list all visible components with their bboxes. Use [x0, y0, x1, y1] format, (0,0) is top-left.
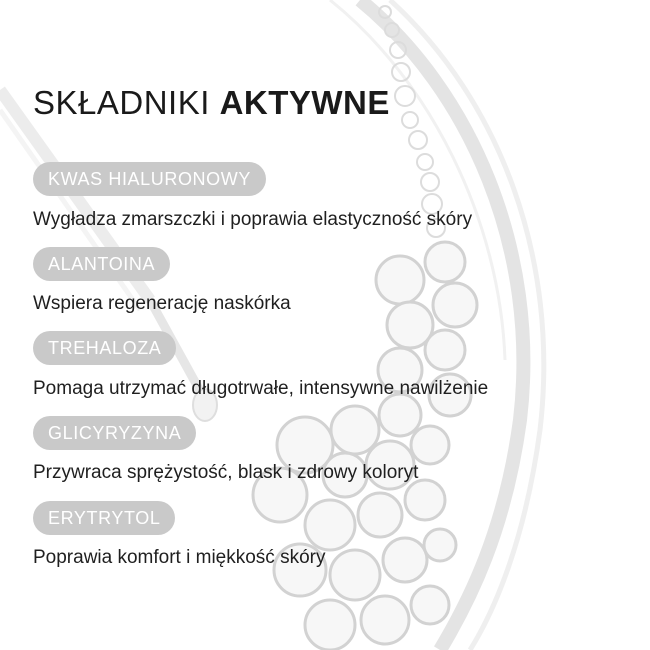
title-light: SKŁADNIKI — [33, 84, 210, 121]
title-bold: AKTYWNE — [219, 84, 390, 121]
ingredient-description: Pomaga utrzymać długotrwałe, intensywne nawilżenie — [33, 378, 489, 399]
ingredient-badge: KWAS HIALURONOWY — [33, 162, 266, 196]
ingredient-badge: GLICYRYZYNA — [33, 416, 196, 450]
ingredient-description: Poprawia komfort i miękkość skóry — [33, 547, 326, 568]
ingredient-badge: ERYTRYTOL — [33, 501, 175, 535]
ingredient-description: Wspiera regenerację naskórka — [33, 293, 291, 314]
ingredient-description: Przywraca sprężystość, blask i zdrowy koloryt — [33, 462, 419, 483]
ingredient-badge: ALANTOINA — [33, 247, 170, 281]
ingredient-description: Wygładza zmarszczki i poprawia elastyczność skóry — [33, 209, 473, 230]
page-title — [33, 84, 390, 122]
ingredient-badge: TREHALOZA — [33, 331, 176, 365]
